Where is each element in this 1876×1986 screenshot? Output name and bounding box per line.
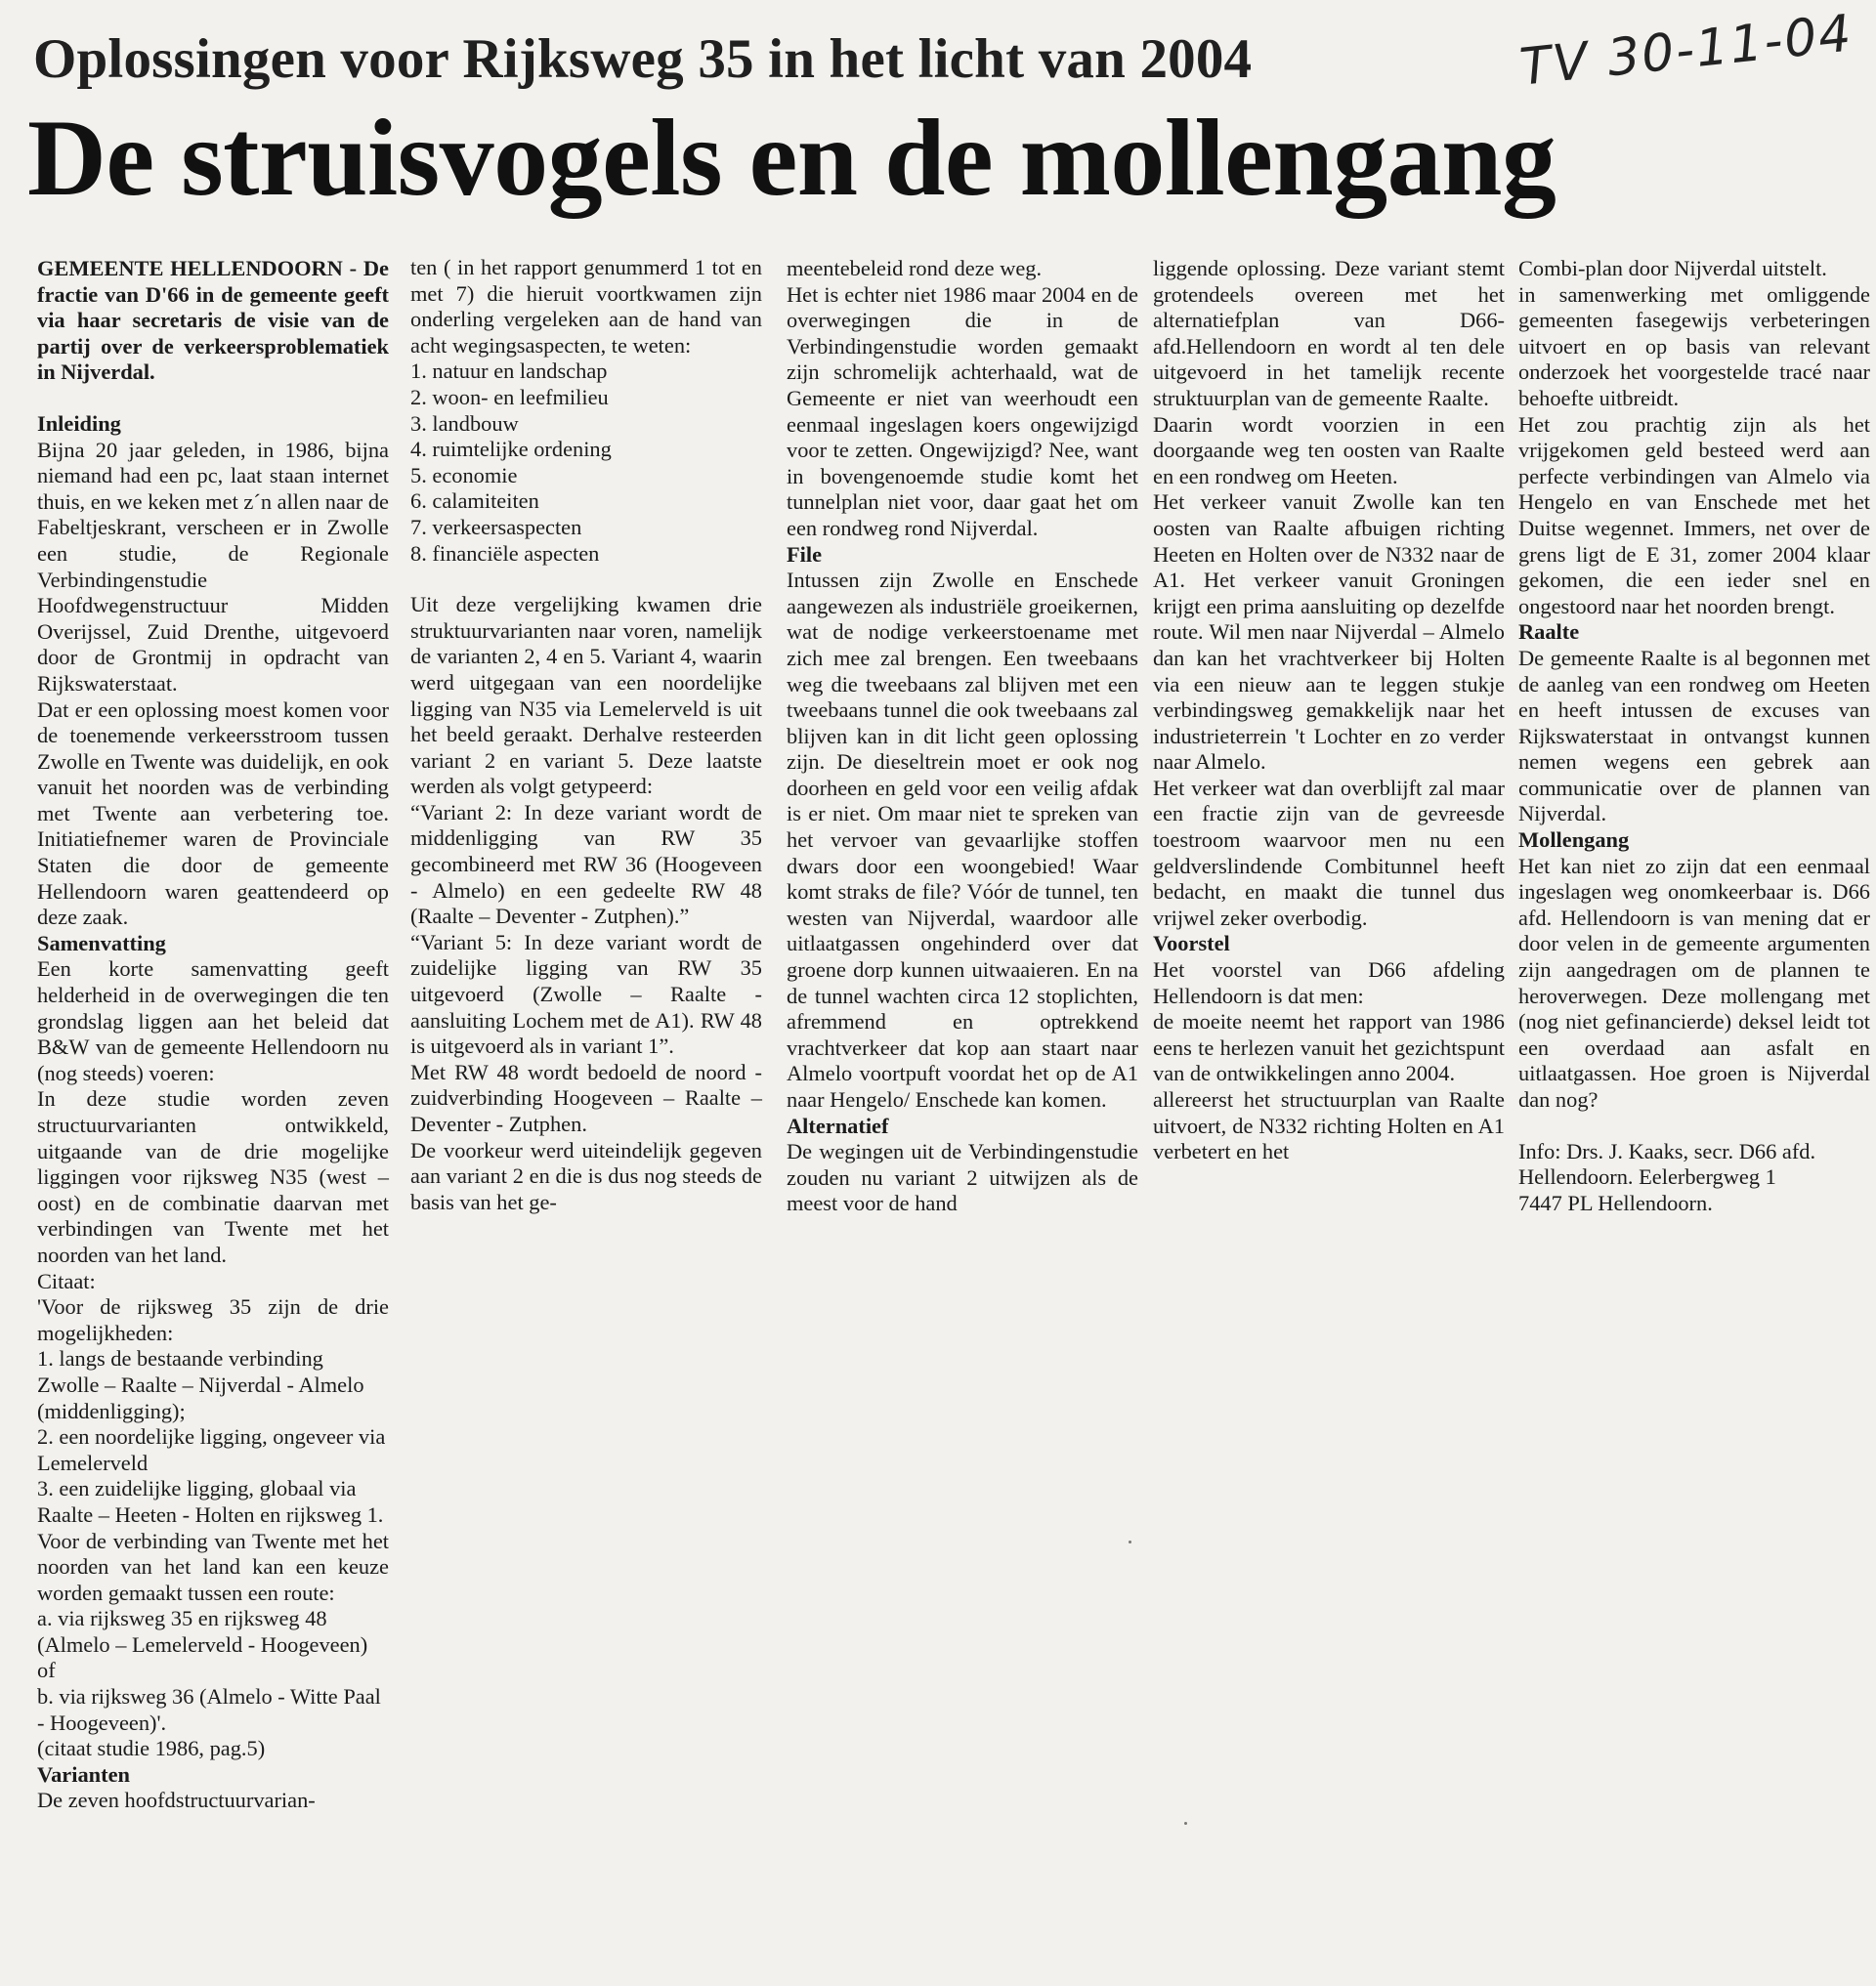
paragraph: Het is echter niet 1986 maar 2004 en de overwegingen die in de Verbindingenstudie worden gemaakt zijn schromelijk achterhaald, wat de Gemeente er niet van weerhoudt een eenmaal ingeslagen koers ongewijzigd voor te zetten. Ongewijzigd? Nee, want in bovengenoemde studie komt het tunnelplan niet voor, daar gaat het om een rondweg rond Nijverdal. xyxy=(787,281,1138,540)
paragraph: liggende oplossing. Deze variant stemt grotendeels overeen met het alternatiefplan van D66-afd.Hellendoorn en wordt al ten dele uitgevoerd in het tamelijk recente struktuurplan van de gemeente Raalte. xyxy=(1153,256,1505,410)
paragraph: Het zou prachtig zijn als het vrijgekomen geld besteed werd aan perfecte verbindingen van Almelo via Hengelo en van Enschede met het Duitse wegennet. Immers, net over de grens ligt de E 31, zomer 2004 klaar gekomen, die een ieder snel en ongestoord naar het noorden brengt. xyxy=(1518,411,1870,618)
contact-info xyxy=(1518,1139,1870,1217)
routes-list xyxy=(37,1606,389,1736)
contact-line: Hellendoorn. Eelerbergweg 1 xyxy=(1518,1164,1776,1190)
list-item: 6. calamiteiten xyxy=(410,488,539,514)
paragraph: allereerst het structuurplan van Raalte uitvoert, de N332 richting Holten en A1 verbetert en het xyxy=(1153,1087,1505,1164)
list-item: 2. woon- en leefmilieu xyxy=(410,384,609,409)
list-item: 1. langs de bestaande verbinding Zwolle – Raalte – Nijverdal - Almelo (middenligging); xyxy=(37,1346,364,1423)
scan-speck xyxy=(1184,1822,1187,1825)
list-item: 7. verkeersaspecten xyxy=(410,514,582,539)
paragraph: Met RW 48 wordt bedoeld de noord - zuidverbinding Hoogeveen – Raalte –Deventer - Zutphen. xyxy=(410,1059,762,1136)
contact-line: Info: Drs. J. Kaaks, secr. D66 afd. xyxy=(1518,1138,1816,1163)
section-heading-samenvatting: Samenvatting xyxy=(37,930,166,955)
article-column-3 xyxy=(787,256,1138,1217)
paragraph: ten ( in het rapport genummerd 1 tot en met 7) die hieruit voortkwamen zijn onderling vergeleken aan de hand van acht wegingsaspecten, te weten: xyxy=(410,255,762,358)
paragraph: De voorkeur werd uiteindelijk gegeven aan variant 2 en die is dus nog steeds de basis van het ge- xyxy=(410,1137,762,1214)
weighing-aspects-list xyxy=(410,359,762,567)
article-column-2 xyxy=(410,255,762,1215)
section-heading-voorstel: Voorstel xyxy=(1153,931,1230,956)
handwritten-date-note: TV 30-11-04 xyxy=(1516,4,1856,98)
paragraph: Het voorstel van D66 afdeling Hellendoorn is dat men: xyxy=(1153,957,1505,1008)
section-heading-raalte: Raalte xyxy=(1518,619,1580,645)
possibilities-list xyxy=(37,1346,389,1528)
section-heading-mollengang: Mollengang xyxy=(1518,827,1630,853)
paragraph: Intussen zijn Zwolle en Enschede aangewezen als industriële groeikernen, wat de nodige verkeerstoename met zich mee zal brengen. Een tweebaans weg die tweebaans zal blijven met een tweebaans tunnel die ook tweebaans zal blijven kan in dit licht geen oplossing zijn. De dieseltrein moet er ook nog doorheen en geld voor een veilig afdak is er niet. Om maar niet te spreken van het vervoer van gevaarlijke stoffen dwars door een woongebied! Waar komt straks de file? Vóór de tunnel, ten westen van Nijverdal, waardoor alle uitlaatgassen ongehinderd over dat groene dorp kunnen uitwaaieren. En na de tunnel wachten circa 12 stoplichten, afremmend en optrekkend vrachtverkeer dat kop aan staart naar Almelo voortpuft voordat het op de A1 naar Hengelo/ Enschede kan komen. xyxy=(787,568,1138,1112)
paragraph: De wegingen uit de Verbindingenstudie zouden nu variant 2 uitwijzen als de meest voor de hand xyxy=(787,1139,1138,1216)
main-headline: De struisvogels en de mollengang xyxy=(27,98,1556,219)
list-item: 8. financiële aspecten xyxy=(410,540,600,566)
paragraph: Het verkeer vanuit Zwolle kan ten oosten van Raalte afbuigen richting Heeten en Holten over de N332 naar de A1. Het verkeer vanuit Groningen krijgt een prima aansluiting op dezelfde route. Wil men naar Nijverdal – Almelo dan kan het vrachtverkeer bij Holten via een nieuw aan te leggen stukje verbindingsweg gemakkelijk naar het industrieterrein 't Lochter en zo verder naar Almelo. xyxy=(1153,489,1505,775)
paragraph: Een korte samenvatting geeft helderheid in de overwegingen die ten grondslag liggen aan het beleid dat B&W van de gemeente Hellendoorn nu (nog steeds) voeren: xyxy=(37,956,389,1085)
paragraph: De zeven hoofdstructuurvarian- xyxy=(37,1788,316,1813)
lead-paragraph: GEMEENTE HELLENDOORN - De fractie van D'66 in de gemeente geeft via haar secretaris de visie van de partij over de verkeersproblematiek in Nijverdal. xyxy=(37,256,389,385)
list-item: 1. natuur en landschap xyxy=(410,359,608,384)
paragraph: Dat er een oplossing moest komen voor de toenemende verkeersstroom tussen Zwolle en Twente was duidelijk, en ook vanuit het noorden was de verbinding met Twente aan verbetering toe. Initiatiefnemer waren de Provinciale Staten die door de gemeente Hellendoorn waren geattendeerd op deze zaak. xyxy=(37,697,389,930)
section-heading-varianten: Varianten xyxy=(37,1761,130,1787)
paragraph: Het verkeer wat dan overblijft zal maar een fractie zijn van de gevreesde toestroom waarvoor men nu een geldverslindende Combitunnel heeft bedacht, en maakt die tunnel dus vrijwel zeker overbodig. xyxy=(1153,775,1505,930)
paragraph: meentebeleid rond deze weg. xyxy=(787,256,1043,280)
paragraph: Uit deze vergelijking kwamen drie struktuurvarianten naar voren, namelijk de varianten 2, 4 en 5. Variant 4, waarin werd uitgegaan van een noordelijke ligging van N35 via Lemelerveld is uit het beeld geraakt. Derhalve resteerden variant 2 en variant 5. Deze laatste werden als volgt getypeerd: xyxy=(410,592,762,799)
article-column-4 xyxy=(1153,256,1505,1165)
quote-variant-2: “Variant 2: In deze variant wordt de middenligging van RW 35 gecombineerd met RW 36 (Hoogeveen - Almelo) en een gedeelte RW 48 (Raalte – Deventer - Zutphen).” xyxy=(410,799,762,929)
paragraph: 'Voor de rijksweg 35 zijn de drie mogelijkheden: xyxy=(37,1294,389,1345)
contact-line: 7447 PL Hellendoorn. xyxy=(1518,1190,1713,1215)
article-column-1 xyxy=(37,256,389,1814)
paragraph: In deze studie worden zeven structuurvarianten ontwikkeld, uitgaande van de drie mogelijke liggingen voor rijksweg N35 (west – oost) en de combinatie daarvan met verbindingen van Twente met het noorden van het land. xyxy=(37,1086,389,1267)
list-item: 4. ruimtelijke ordening xyxy=(410,437,612,462)
section-heading-alternatief: Alternatief xyxy=(787,1113,889,1138)
list-item: b. via rijksweg 36 (Almelo - Witte Paal - Hoogeveen)'. xyxy=(37,1684,381,1735)
scan-speck xyxy=(1129,1541,1131,1543)
citation-note: (citaat studie 1986, pag.5) xyxy=(37,1736,266,1761)
paragraph: de moeite neemt het rapport van 1986 eens te herlezen vanuit het gezichtspunt van de ontwikkelingen anno 2004. xyxy=(1153,1009,1505,1086)
list-item: 5. economie xyxy=(410,462,518,487)
article-column-5 xyxy=(1518,256,1870,1216)
quote-variant-5: “Variant 5: In deze variant wordt de zuidelijke ligging van RW 35 uitgevoerd (Zwolle – Raalte - aansluiting Lochem met de A1). RW 48 is uitgevoerd als in variant 1”. xyxy=(410,929,762,1059)
section-heading-inleiding: Inleiding xyxy=(37,410,121,436)
paragraph: Combi-plan door Nijverdal uitstelt. xyxy=(1518,256,1827,280)
paragraph: Het kan niet zo zijn dat een eenmaal ingeslagen weg onomkeerbaar is. D66 afd. Hellendoorn is van mening dat er door velen in de gemeente argumenten zijn aangedragen om de plannen te heroverwegen. Deze mollengang met (nog niet gefinancierde) deksel leidt tot een overdaad aan asfalt en uitlaatgassen. Hoe groen is Nijverdal dan nog? xyxy=(1518,853,1870,1112)
list-item: 3. landbouw xyxy=(410,410,519,436)
paragraph: Citaat: xyxy=(37,1268,96,1293)
paragraph: in samenwerking met omliggende gemeenten fasegewijs verbeteringen uitvoert en op basis van relevant onderzoek het voorgestelde tracé naar behoefte uitbreidt. xyxy=(1518,281,1870,410)
section-heading-file: File xyxy=(787,541,823,567)
list-item: 3. een zuidelijke ligging, globaal via Raalte – Heeten - Holten en rijksweg 1. xyxy=(37,1476,384,1527)
kicker-headline: Oplossingen voor Rijksweg 35 in het licht van 2004 xyxy=(33,28,1253,90)
paragraph: Daarin wordt voorzien in een doorgaande weg ten oosten van Raalte en een rondweg om Heeten. xyxy=(1153,411,1505,488)
paragraph: De gemeente Raalte is al begonnen met de aanleg van een rondweg om Heeten en heeft intussen de excuses van Rijkswaterstaat in ontvangst kunnen nemen wegens een gebrek aan communicatie over de plannen van Nijverdal. xyxy=(1518,645,1870,826)
paragraph: Voor de verbinding van Twente met het noorden van het land kan een keuze worden gemaakt tussen een route: xyxy=(37,1528,389,1605)
list-item: 2. een noordelijke ligging, ongeveer via Lemelerveld xyxy=(37,1424,386,1475)
list-item: a. via rijksweg 35 en rijksweg 48 (Almelo – Lemelerveld - Hoogeveen) of xyxy=(37,1606,368,1683)
paragraph: Bijna 20 jaar geleden, in 1986, bijna niemand had een pc, laat staan internet thuis, en we keken met z´n allen naar de Fabeltjeskrant, verscheen er in Zwolle een studie, de Regionale Verbindingenstudie Hoofdwegenstructuur Midden Overijssel, Zuid Drenthe, uitgevoerd door de Grontmij in opdracht van Rijkswaterstaat. xyxy=(37,437,389,696)
